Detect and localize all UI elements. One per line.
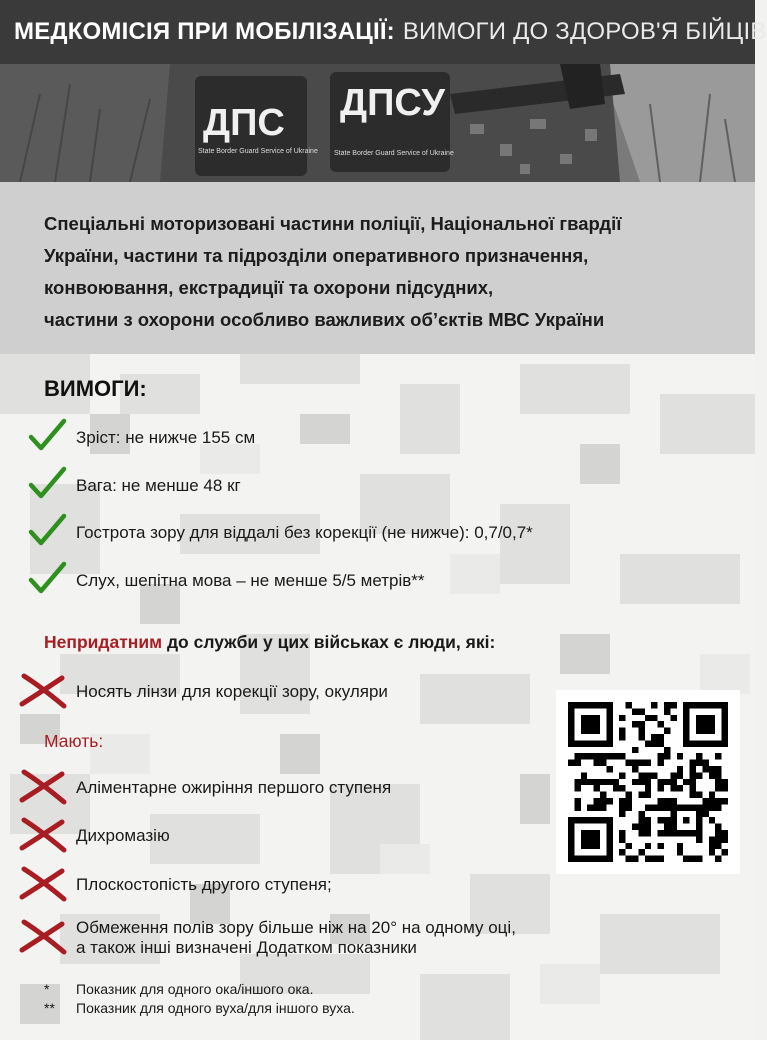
cross-icon [18,672,74,712]
footnotes [44,980,355,1018]
patch-right-caption: State Border Guard Service of Ukraine [334,150,454,157]
unfit-rest: до служби у цих військах є люди, які: [162,632,496,652]
condition-item [18,865,332,905]
requirement-item [28,418,255,458]
requirements-heading: ВИМОГИ: [44,376,147,401]
unfit-heading [44,632,495,653]
requirement-text: Зріст: не нижче 155 см [76,428,256,447]
title-light: ВИМОГИ ДО ЗДОРОВ'Я БІЙЦІВ [402,18,767,45]
header-photo [0,64,755,182]
requirement-text: Гострота зору для віддалі без корекції (не нижче): 0,7/0,7* [76,523,533,542]
intro-line: України, частини та підрозділи оперативного призначення, [44,245,589,266]
requirement-item [28,466,241,506]
condition-text: Дихромазію [76,826,170,845]
footnote-text: Показник для одного вуха/для іншого вуха. [76,1000,355,1016]
footnote-mark: * [44,981,50,997]
check-icon [28,418,74,458]
cross-icon [18,816,74,856]
units-description [0,182,755,354]
page-title [0,0,767,64]
footnote-mark: ** [44,1000,55,1016]
footnote [44,980,355,999]
condition-text: Аліментарне ожиріння першого ступеня [76,778,392,797]
patch-right-text: ДПСУ [340,82,445,124]
condition-item [18,768,391,808]
requirement-item [28,561,425,601]
condition-item [18,916,516,960]
cross-icon [18,918,74,958]
intro-line: частини з охорони особливо важливих об’єктів МВС України [44,309,605,330]
check-icon [28,513,74,553]
cross-icon [18,768,74,808]
unfit-text: Носять лінзи для корекції зору, окуляри [76,682,388,701]
qr-code[interactable] [556,690,740,874]
requirement-item [28,513,533,553]
condition-item [18,816,170,856]
patch-left-text: ДПС [203,102,285,144]
requirements-section [0,354,755,1040]
check-icon [28,561,74,601]
requirement-text: Слух, шепітна мова – не менше 5/5 метрів** [76,571,425,590]
patch-left-caption: State Border Guard Service of Ukraine [198,148,318,155]
intro-line: Спеціальні моторизовані частини поліції, Національної гвардії [44,213,622,234]
cross-icon [18,865,74,905]
condition-line: а також інші визначені Додатком показники [76,938,417,957]
requirement-text: Вага: не менше 48 кг [76,476,241,495]
condition-line: Обмеження полів зору більше ніж на 20° на одному оці, [76,918,516,937]
title-bold: МЕДКОМІСІЯ ПРИ МОБІЛІЗАЦІЇ: [14,18,395,45]
check-icon [28,466,74,506]
unfit-item [18,672,388,712]
condition-text [76,918,516,958]
unfit-red-word: Непридатним [44,632,163,652]
footnote-text: Показник для одного ока/іншого ока. [76,981,314,997]
have-label: Мають: [44,731,104,751]
footnote [44,999,355,1018]
condition-text: Плоскостопість другого ступеня; [76,875,332,894]
intro-line: конвоювання, екстрадиції та охорони підсудних, [44,277,494,298]
